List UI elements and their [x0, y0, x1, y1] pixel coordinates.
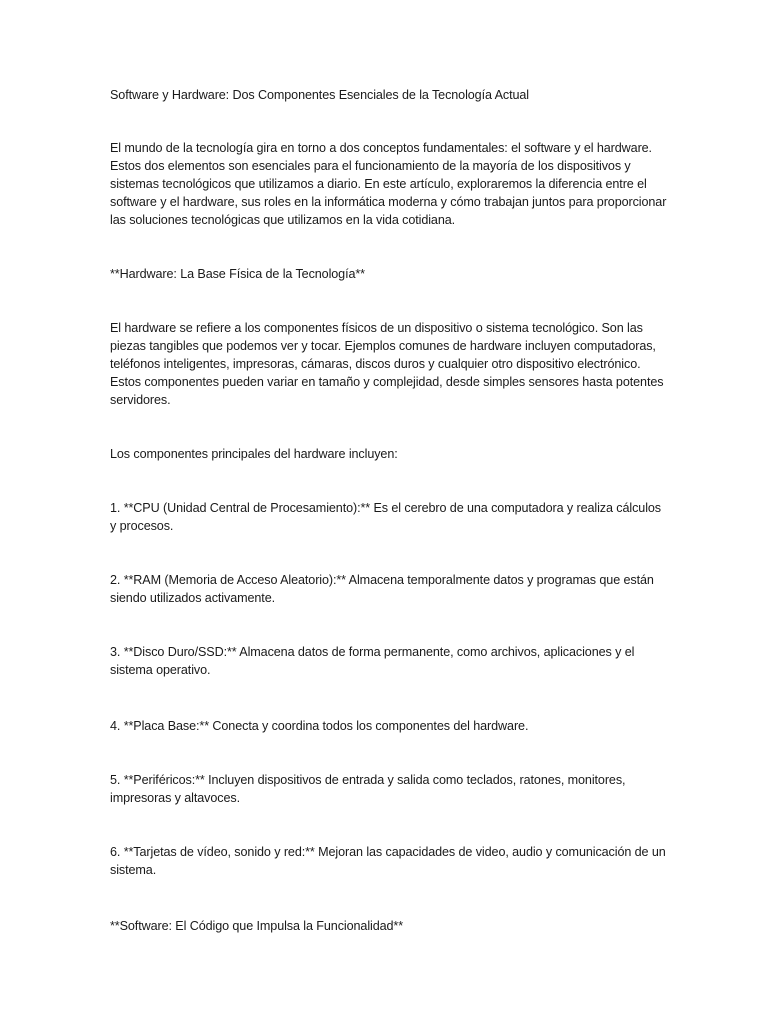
hardware-list-item-motherboard: 4. **Placa Base:** Conecta y coordina todos los componentes del hardware. — [110, 719, 529, 733]
hardware-list-item-peripherals: 5. **Periféricos:** Incluyen dispositivos de entrada y salida como teclados, ratones, monitores, impresoras y altavoces. — [110, 773, 626, 805]
hardware-list-item-cards: 6. **Tarjetas de vídeo, sonido y red:** Mejoran las capacidades de video, audio y comunicación de un sistema. — [110, 845, 666, 877]
hardware-list-item-ram: 2. **RAM (Memoria de Acceso Aleatorio):** Almacena temporalmente datos y programas que están siendo utilizados activamente. — [110, 573, 654, 605]
hardware-paragraph: El hardware se refiere a los componentes físicos de un dispositivo o sistema tecnológico. Son las piezas tangibles que podemos ver y tocar. Ejemplos comunes de hardware incluyen computadoras, teléfonos inteligentes, impresoras, cámaras, discos duros y cualquier otro dispositivo electrónico. Estos componentes pueden variar en tamaño y complejidad, desde simples sensores hasta potentes servidores. — [110, 321, 664, 407]
intro-paragraph: El mundo de la tecnología gira en torno a dos conceptos fundamentales: el software y el hardware. Estos dos elementos son esenciales para el funcionamiento de la mayoría de los dispositivos y sistemas tecnológicos que utilizamos a diario. En este artículo, exploraremos la diferencia entre el software y el hardware, sus roles en la informática moderna y cómo trabajan juntos para proporcionar las soluciones tecnológicas que utilizamos en la vida cotidiana. — [110, 141, 667, 227]
document-title: Software y Hardware: Dos Componentes Esenciales de la Tecnología Actual — [110, 88, 529, 102]
hardware-list-intro: Los componentes principales del hardware incluyen: — [110, 447, 398, 461]
hardware-list-item-disk: 3. **Disco Duro/SSD:** Almacena datos de forma permanente, como archivos, aplicaciones y el sistema operativo. — [110, 645, 635, 677]
software-heading: **Software: El Código que Impulsa la Funcionalidad** — [110, 919, 404, 933]
hardware-heading: **Hardware: La Base Física de la Tecnología** — [110, 267, 365, 281]
hardware-list-item-cpu: 1. **CPU (Unidad Central de Procesamiento):** Es el cerebro de una computadora y realiza cálculos y procesos. — [110, 501, 662, 533]
